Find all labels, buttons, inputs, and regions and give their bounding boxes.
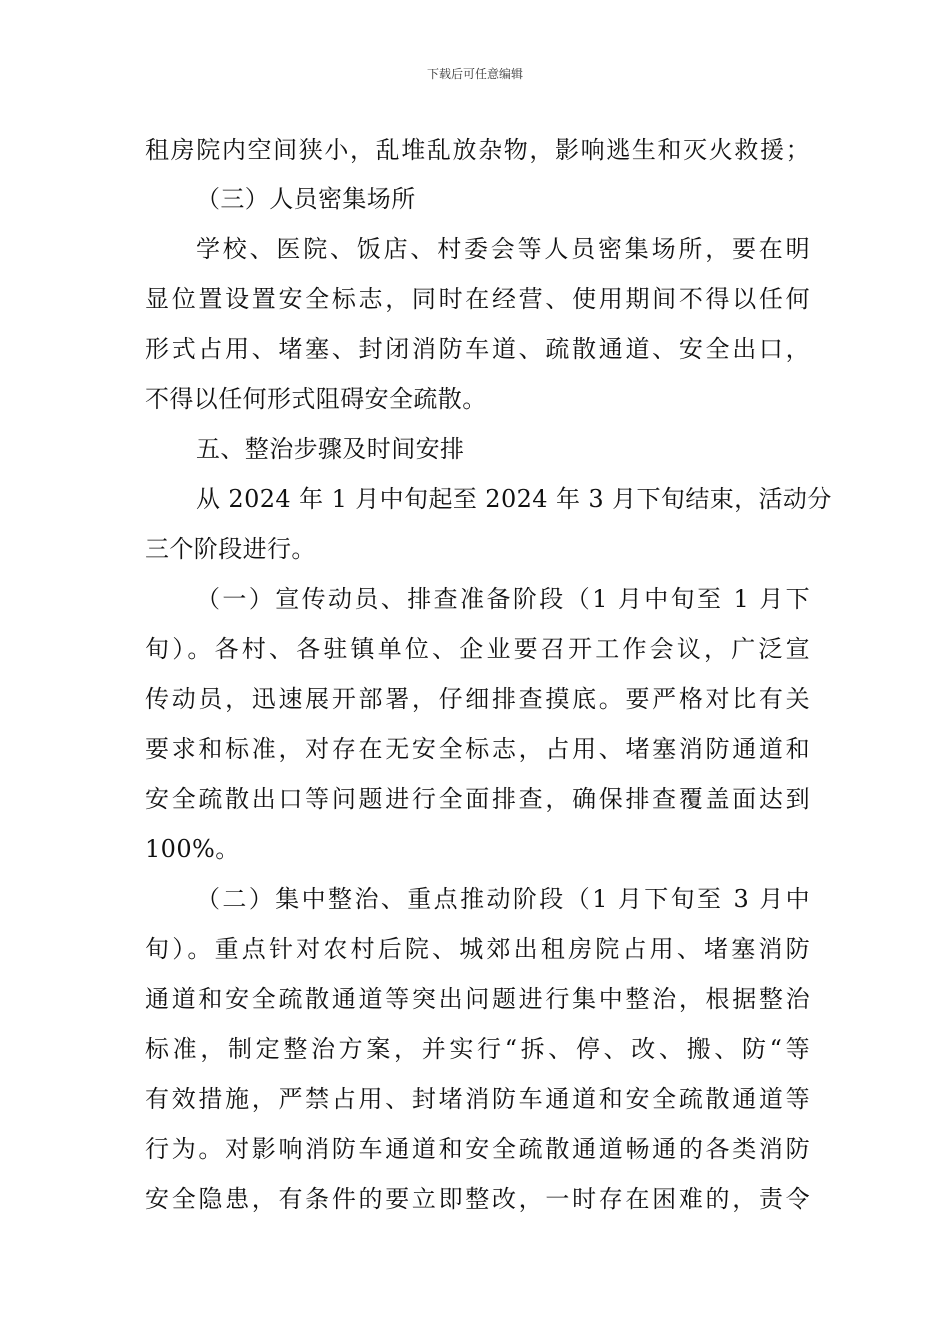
text-line: （二）集中整治、重点推动阶段（1 月下旬至 3 月中 [196, 885, 810, 913]
text-line: 行为。对影响消防车通道和安全疏散通道畅通的各类消防 [145, 1135, 810, 1163]
text-line: 租房院内空间狭小，乱堆乱放杂物，影响逃生和灭火救援； [145, 136, 810, 164]
text-line: 通道和安全疏散通道等突出问题进行集中整治，根据整治 [145, 985, 810, 1013]
text-line: 旬）。各村、各驻镇单位、企业要召开工作会议，广泛宣 [145, 635, 810, 663]
text-line: 从 2024 年 1 月中旬起至 2024 年 3 月下旬结束，活动分 [196, 485, 832, 513]
text-line: 100%。 [145, 835, 240, 863]
text-line: 学校、医院、饭店、村委会等人员密集场所，要在明 [196, 235, 810, 263]
text-line: 标准，制定整治方案，并实行“拆、停、改、搬、防“等 [145, 1035, 810, 1063]
text-line: 安全疏散出口等问题进行全面排查，确保排查覆盖面达到 [145, 785, 810, 813]
text-line: 形式占用、堵塞、封闭消防车道、疏散通道、安全出口， [145, 335, 810, 363]
text-line: 不得以任何形式阻碍安全疏散。 [145, 385, 487, 413]
section-heading: 五、整治步骤及时间安排 [196, 435, 465, 463]
text-line: 安全隐患，有条件的要立即整改，一时存在困难的，责令 [145, 1185, 810, 1213]
text-line: 显位置设置安全标志，同时在经营、使用期间不得以任何 [145, 285, 810, 313]
text-line: 有效措施，严禁占用、封堵消防车通道和安全疏散通道等 [145, 1085, 810, 1113]
text-line: （一）宣传动员、排查准备阶段（1 月中旬至 1 月下 [196, 585, 810, 613]
text-line: 三个阶段进行。 [145, 535, 316, 563]
text-line: 旬）。重点针对农村后院、城郊出租房院占用、堵塞消防 [145, 935, 810, 963]
page-header: 下载后可任意编辑 [426, 67, 523, 81]
text-line: 传动员，迅速展开部署，仔细排查摸底。要严格对比有关 [145, 685, 810, 713]
section-heading: （三）人员密集场所 [196, 185, 416, 213]
text-line: 要求和标准，对存在无安全标志，占用、堵塞消防通道和 [145, 735, 810, 763]
